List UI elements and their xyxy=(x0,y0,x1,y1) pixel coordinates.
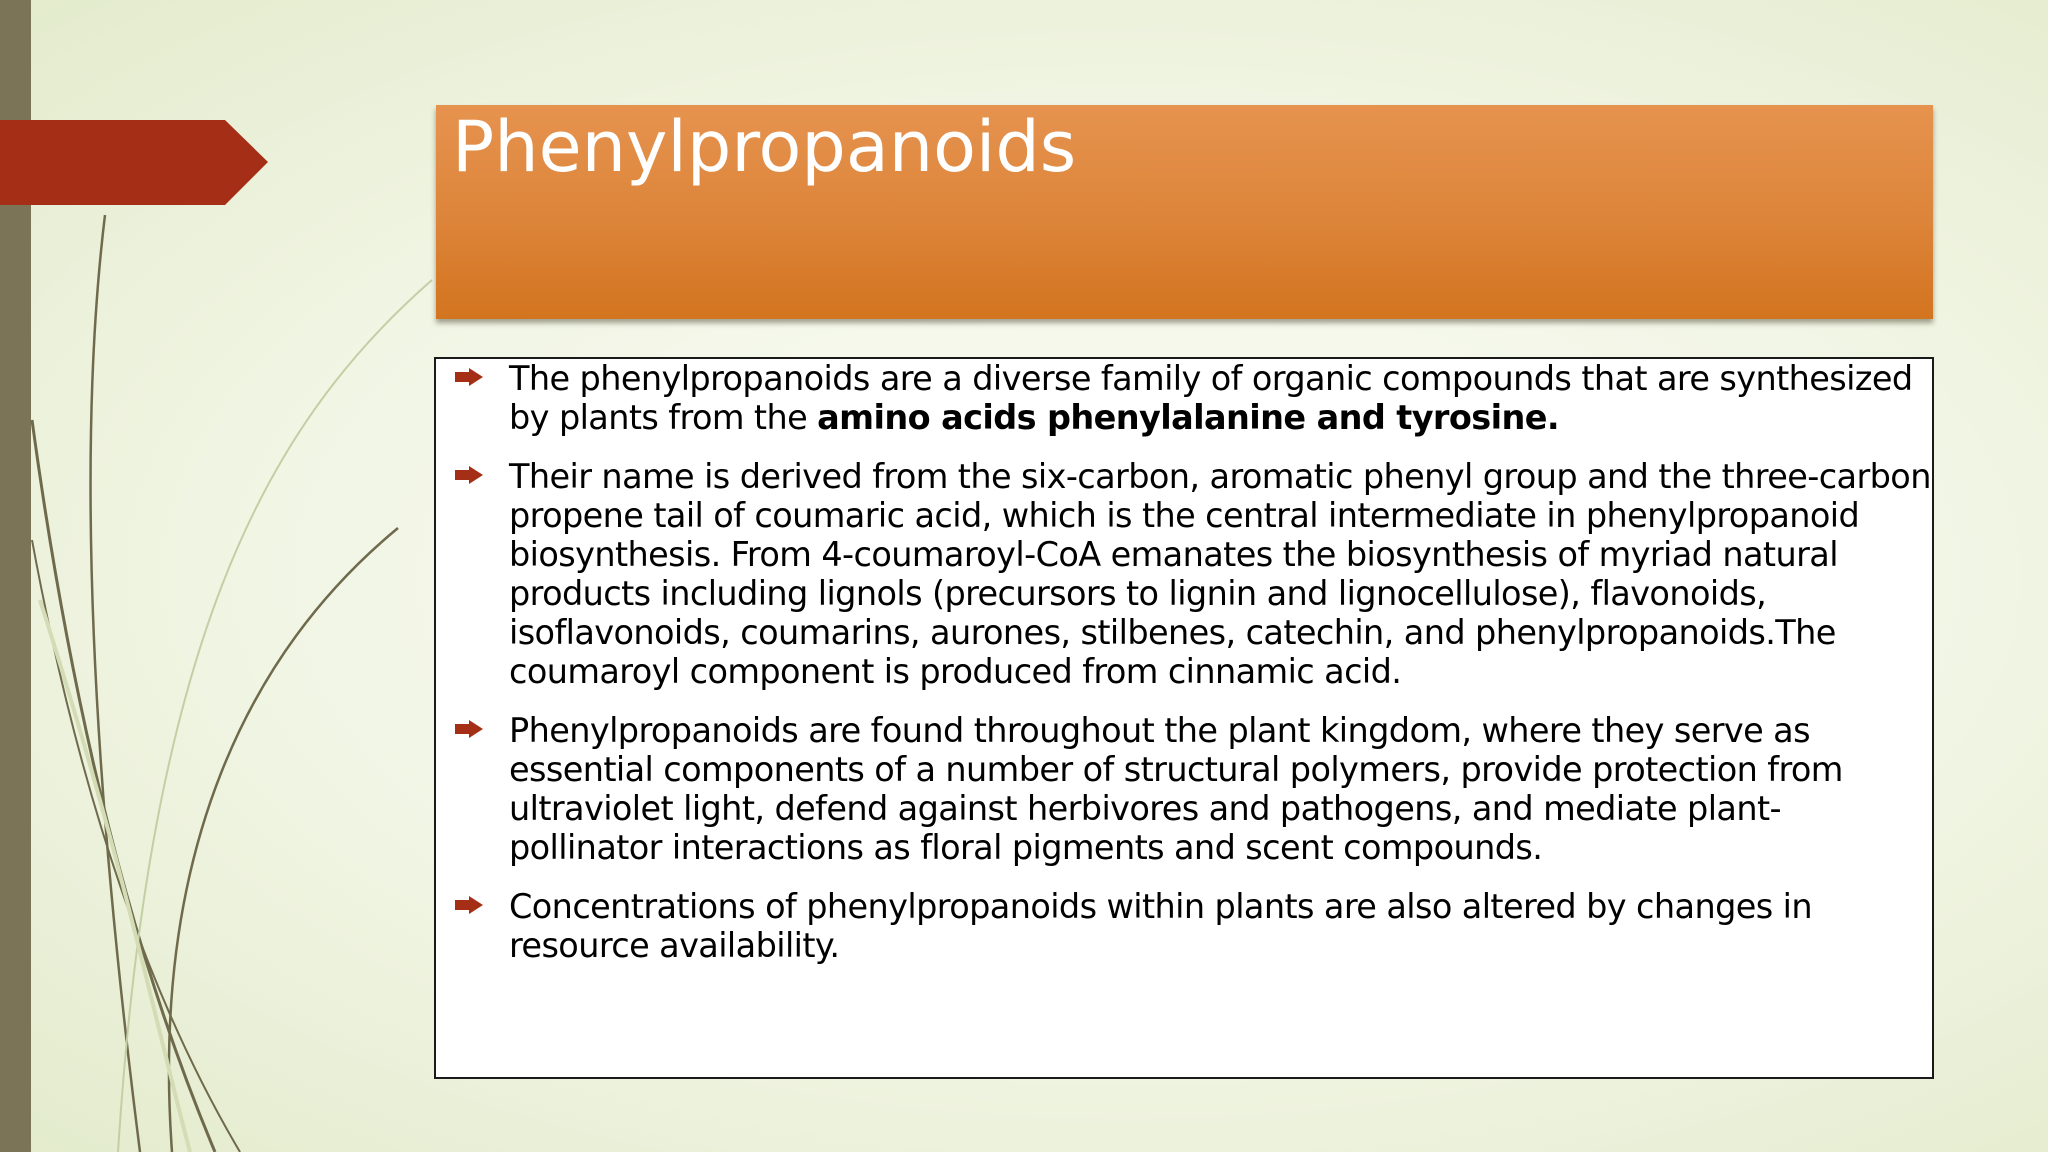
bullet-text-3: Phenylpropanoids are found throughout the plant kingdom, where they serve as essential components of a number of structural polymers, provide protection from ultraviolet light, defend against herbivores and pathogens, and mediate plant-pollinator interactions as floral pigments and scent compounds. xyxy=(509,711,1843,867)
bullet-text-4: Concentrations of phenylpropanoids within plants are also altered by changes in resource availability. xyxy=(509,887,1812,965)
right-arrow-bullet-icon xyxy=(455,896,483,914)
right-arrow-bullet-icon xyxy=(455,368,483,386)
bullet-text-2: Their name is derived from the six-carbon, aromatic phenyl group and the three-carbon propene tail of coumaric acid, which is the central intermediate in phenylpropanoid biosynthesis. From 4-coumaroyl-CoA emanates the biosynthesis of myriad natural products including lignols (precursors to lignin and lignocellulose), flavonoids, isoflavonoids, coumarins, aurones, stilbenes, catechin, and phenylpropanoids.The coumaroyl component is produced from cinnamic acid. xyxy=(509,457,1931,691)
right-arrow-bullet-icon xyxy=(455,466,483,484)
bullet-item-1 xyxy=(436,359,1932,437)
bullet-item-4 xyxy=(436,887,1932,965)
bullet-text-1: The phenylpropanoids are a diverse family of organic compounds that are synthesized by plants from the xyxy=(509,359,1913,437)
title-bar xyxy=(436,105,1933,319)
slide-title: Phenylpropanoids xyxy=(452,106,1077,188)
bullet-item-3 xyxy=(436,711,1932,867)
content-box xyxy=(434,357,1934,1079)
accent-arrow-shape xyxy=(0,120,268,205)
bullet-bold-text-1: amino acids phenylalanine and tyrosine. xyxy=(817,398,1559,437)
right-arrow-bullet-icon xyxy=(455,720,483,738)
bullet-item-2 xyxy=(436,457,1932,691)
bullet-list xyxy=(436,359,1932,985)
decorative-grass-curves xyxy=(0,0,450,1152)
